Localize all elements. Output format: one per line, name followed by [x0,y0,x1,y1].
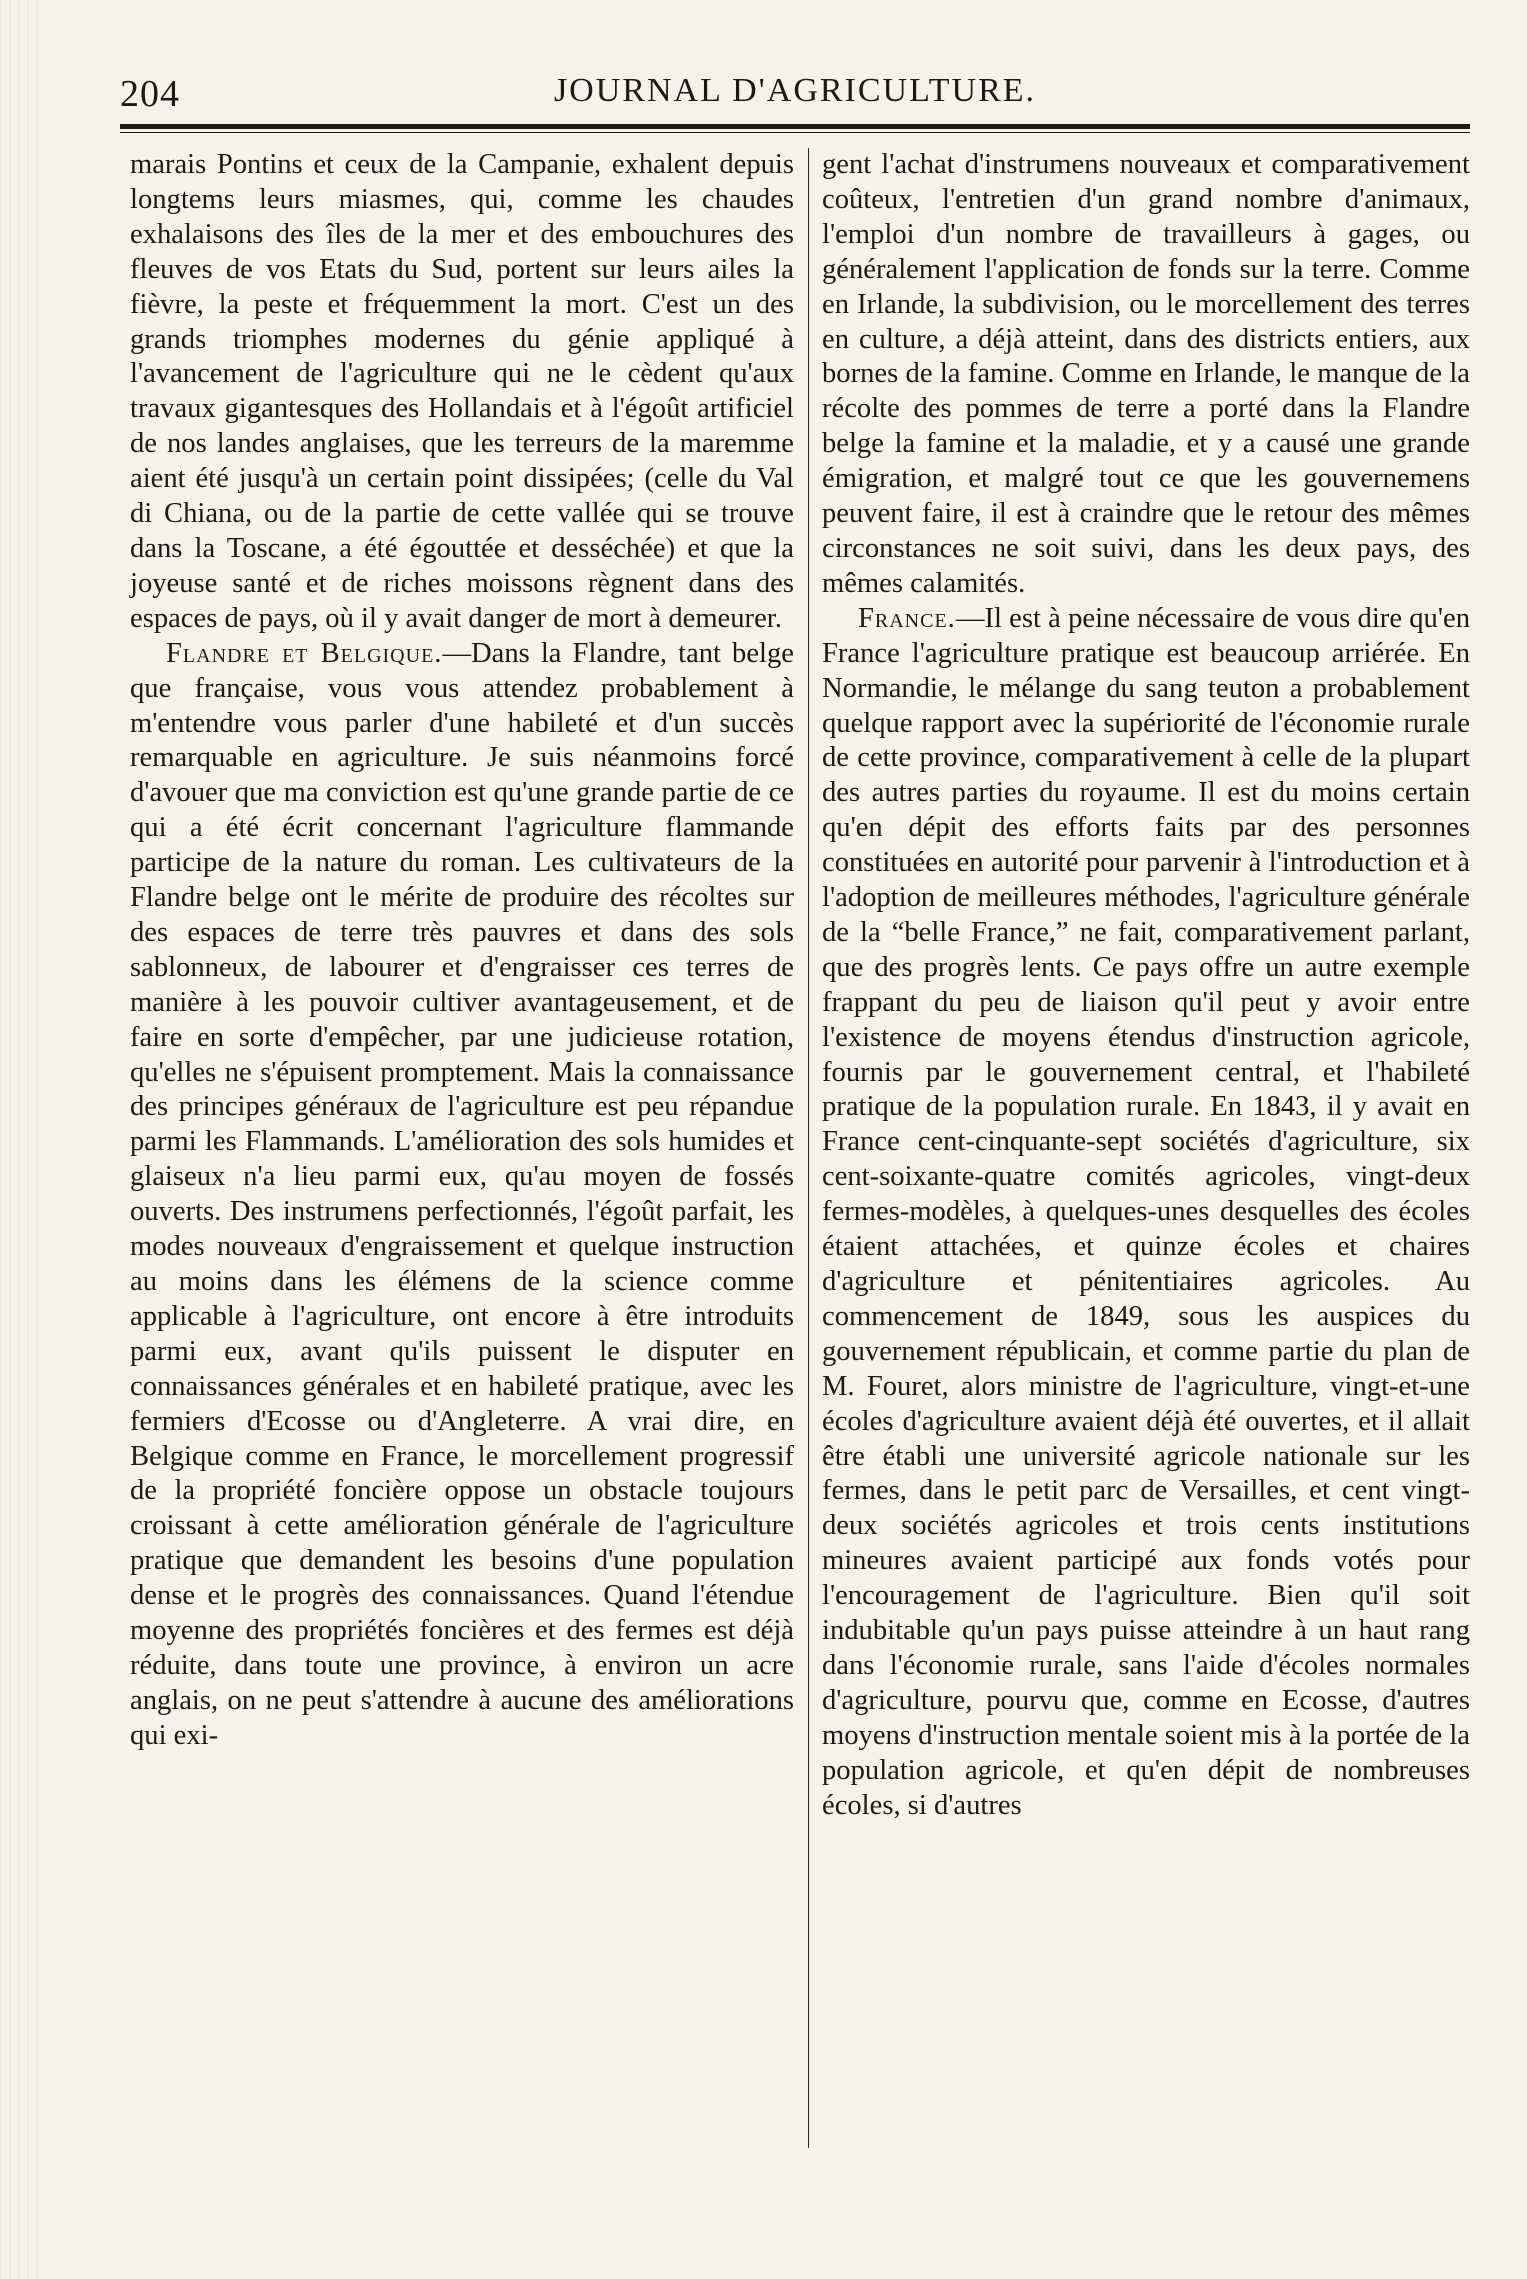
running-head [120,68,1470,118]
section-heading-flandre: Flandre et Belgique. [166,637,443,669]
left-paragraph-2-body: —Dans la Flandre, tant belge que française, vous vous attendez probablement à m'entendre vous parler d'une habileté et d'un succès remarquable en agriculture. Je suis néanmoins forcé d'avouer que ma conviction est qu'une grande partie de ce qui a été écrit concernant l'agriculture flammande participe de la nature du roman. Les cultivateurs de la Flandre belge ont le mérite de produire des récoltes sur des espaces de terre très pauvres et dans des sols sablonneux, de labourer et d'engraisser ces terres de manière à les pouvoir cultiver avantageusement, et de faire en sorte d'empêcher, par une judicieuse rotation, qu'elles ne s'épuisent promptement. Mais la connaissance des principes généraux de l'agriculture est peu répandue parmi les Flammands. L'amélioration des sols humides et glaiseux n'a lieu parmi eux, qu'au moyen de fossés ouverts. Des instrumens perfectionnés, l'égoût parfait, les modes nouveaux d'engraissement et quelque instruction au moins dans les élémens de la science comme applicable à l'agriculture, ont encore à être introduits parmi eux, avant qu'ils puissent le disputer en connaissances générales et en habileté pratique, avec les fermiers d'Ecosse ou d'Angleterre. A vrai dire, en Belgique comme en France, le morcellement progressif de la propriété foncière oppose un obstacle toujours croissant à cette amélioration générale de l'agriculture pratique que demandent les besoins d'une population dense et le progrès des connaissances. Quand l'étendue moyenne des propriétés foncières et des fermes est déjà réduite, dans toute une province, à environ un acre anglais, on ne peut s'attendre à aucune des améliorations qui exi- [130,637,794,1751]
left-column [130,148,794,2208]
header-rule-thick [120,124,1470,129]
column-divider [808,148,809,2148]
right-paragraph-2 [822,602,1470,1824]
header-rule-thin [120,132,1470,133]
right-column [822,148,1470,2208]
left-paragraph-1: marais Pontins et ceux de la Campanie, exhalent depuis longtems leurs miasmes, qui, comme les chaudes exhalaisons des îles de la mer et des embouchures des fleuves de vos Etats du Sud, portent sur leurs ailes la fièvre, la peste et fréquemment la mort. C'est un des grands triomphes modernes du génie appliqué à l'avancement de l'agriculture qui ne le cèdent qu'aux travaux gigantesques des Hollandais et à l'égoût artificiel de nos landes anglaises, que les terreurs de la maremme aient été jusqu'à un certain point dissipées; (celle du Val di Chiana, ou de la partie de cette vallée qui se trouve dans la Toscane, a été égouttée et desséchée) et que la joyeuse santé et de riches moissons règnent dans des espaces de pays, où il y avait danger de mort à demeurer. [130,149,794,634]
right-paragraph-2-body: —Il est à peine nécessaire de vous dire qu'en France l'agriculture pratique est beaucoup arriérée. En Normandie, le mélange du sang teuton a probablement quelque rapport avec la supériorité de l'économie rurale de cette province, comparativement à celle de la plupart des autres parties du royaume. Il est du moins certain qu'en dépit des efforts faits par des personnes constituées en autorité pour parvenir à l'introduction et à l'adoption de meilleures méthodes, l'agriculture générale de la “belle France,” ne fait, comparativement parlant, que des progrès lents. Ce pays offre un autre exemple frappant du peu de liaison qu'il peut y avoir entre l'existence de moyens étendus d'instruction agricole, fournis par le gouvernement central, et l'habileté pratique de la population rurale. En 1843, il y avait en France cent-cinquante-sept sociétés d'agriculture, six cent-soixante-quatre comités agricoles, vingt-deux fermes-modèles, à quelques-unes desquelles des écoles étaient attachées, et quinze écoles et chaires d'agriculture et pénitentiaires agricoles. Au commencement de 1849, sous les auspices du gouvernement républicain, et comme partie du plan de M. Fouret, alors ministre de l'agriculture, vingt-et-une écoles d'agriculture avaient déjà été ouvertes, et il allait être établi une université agricole nationale sur les fermes, dans le petit parc de Versailles, et cent vingt-deux sociétés agricoles et trois cents institutions mineures avaient participé aux fonds votés pour l'encouragement de l'agriculture. Bien qu'il soit indubitable qu'un pays puisse atteindre à un haut rang dans l'économie rurale, sans l'aide d'écoles normales d'agriculture, pourvu que, comme en Ecosse, d'autres moyens d'instruction mentale soient mis à la portée de la population agricole, et qu'en dépit de nombreuses écoles, si d'autres [822,602,1470,1821]
section-heading-france: France. [858,602,956,634]
page-number: 204 [120,73,180,115]
left-paragraph-2 [130,637,794,1754]
binding-edge [0,0,40,2279]
right-paragraph-1: gent l'achat d'instrumens nouveaux et comparativement coûteux, l'entretien d'un grand nombre d'animaux, l'emploi d'un nombre de travailleurs à gages, ou généralement l'application de fonds sur la terre. Comme en Irlande, la subdivision, ou le morcellement des terres en culture, a déjà atteint, dans des districts entiers, aux bornes de la famine. Comme en Irlande, le manque de la récolte des pommes de terre a porté dans la Flandre belge la famine et la maladie, et y a causé une grande émigration, et malgré tout ce que les gouvernemens peuvent faire, il est à craindre que le retour des mêmes circonstances ne soit suivi, dans les deux pays, des mêmes calamités. [822,149,1470,599]
journal-title: JOURNAL D'AGRICULTURE. [553,72,1037,109]
